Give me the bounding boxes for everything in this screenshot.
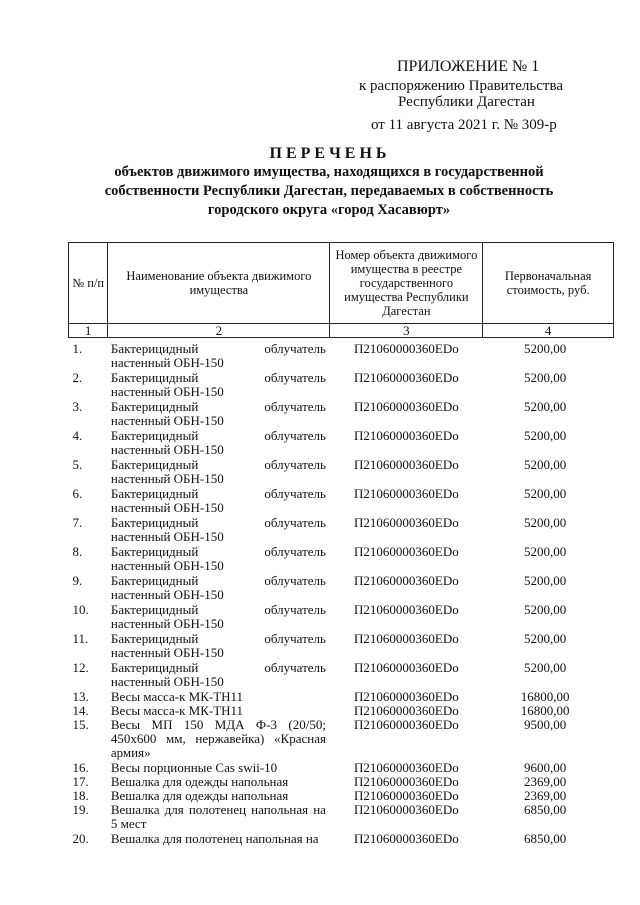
table-row — [69, 690, 614, 704]
table-row — [69, 458, 614, 487]
column-number-row — [69, 324, 614, 338]
row-item-name: Бактерицидный облучатель настенный ОБН-150 — [110, 428, 326, 457]
row-number: 12. — [72, 660, 89, 675]
row-number: 3. — [72, 399, 83, 414]
row-registry-number: П21060000360EDo — [354, 802, 459, 817]
row-item-name: Бактерицидный облучатель настенный ОБН-150 — [110, 370, 326, 399]
row-item-name: Бактерицидный облучатель настенный ОБН-150 — [110, 602, 326, 631]
column-number: 2 — [108, 324, 330, 338]
row-number: 18. — [72, 788, 89, 803]
document-heading — [0, 145, 640, 220]
row-registry-number: П21060000360EDo — [354, 573, 459, 588]
heading-line-2: собственности Республики Дагестан, передаваемых в собственность — [104, 183, 554, 199]
table-row — [69, 429, 614, 458]
table-header-row — [69, 243, 614, 324]
row-item-name: Вешалка для одежды напольная — [110, 788, 289, 803]
table-row — [69, 704, 614, 718]
property-table — [68, 242, 614, 846]
column-number: 4 — [483, 324, 614, 338]
row-registry-number: П21060000360EDo — [354, 399, 459, 414]
table-row — [69, 789, 614, 803]
row-initial-cost: 5200,00 — [524, 573, 567, 588]
header-cost: Первоначальная стоимость, руб. — [483, 243, 614, 324]
header-name: Наименование объекта движимого имущества — [108, 243, 330, 324]
row-registry-number: П21060000360EDo — [354, 831, 459, 846]
row-number: 2. — [72, 370, 83, 385]
row-number: 1. — [72, 341, 83, 356]
row-registry-number: П21060000360EDo — [354, 689, 459, 704]
row-registry-number: П21060000360EDo — [354, 788, 459, 803]
heading-title: ПЕРЕЧЕНЬ — [269, 145, 391, 162]
table-row — [69, 632, 614, 661]
column-number: 3 — [330, 324, 483, 338]
row-initial-cost: 5200,00 — [524, 428, 567, 443]
table-row — [69, 603, 614, 632]
row-registry-number: П21060000360EDo — [354, 602, 459, 617]
row-item-name: Весы порционные Cas swii-10 — [110, 760, 278, 775]
row-initial-cost: 5200,00 — [524, 399, 567, 414]
row-item-name: Весы масса-к МК-ТН11 — [110, 703, 244, 718]
table-row — [69, 718, 614, 761]
row-initial-cost: 2369,00 — [524, 774, 567, 789]
row-registry-number: П21060000360EDo — [354, 544, 459, 559]
row-item-name: Бактерицидный облучатель настенный ОБН-150 — [110, 631, 326, 660]
row-initial-cost: 5200,00 — [524, 544, 567, 559]
row-initial-cost: 9600,00 — [524, 760, 567, 775]
row-initial-cost: 5200,00 — [524, 457, 567, 472]
table-row — [69, 803, 614, 832]
row-item-name: Бактерицидный облучатель настенный ОБН-150 — [110, 399, 326, 428]
row-registry-number: П21060000360EDo — [354, 457, 459, 472]
row-item-name: Вешалка для полотенец напольная на 5 мест — [110, 802, 326, 831]
row-number: 20. — [72, 831, 89, 846]
row-number: 14. — [72, 703, 89, 718]
heading-line-1: объектов движимого имущества, находящихся в государственной — [114, 164, 544, 180]
row-number: 9. — [72, 573, 83, 588]
row-registry-number: П21060000360EDo — [354, 660, 459, 675]
row-item-name: Бактерицидный облучатель настенный ОБН-150 — [110, 660, 326, 689]
row-initial-cost: 16800,00 — [520, 703, 570, 718]
heading-line-3: городского округа «город Хасавюрт» — [207, 202, 451, 218]
row-registry-number: П21060000360EDo — [354, 760, 459, 775]
row-registry-number: П21060000360EDo — [354, 428, 459, 443]
row-registry-number: П21060000360EDo — [354, 631, 459, 646]
table-row — [69, 338, 614, 372]
row-number: 11. — [72, 631, 89, 646]
row-registry-number: П21060000360EDo — [354, 703, 459, 718]
row-number: 13. — [72, 689, 89, 704]
row-number: 4. — [72, 428, 83, 443]
row-number: 7. — [72, 515, 83, 530]
row-registry-number: П21060000360EDo — [354, 341, 459, 356]
row-item-name: Вешалка для одежды напольная — [110, 774, 289, 789]
row-number: 19. — [72, 802, 89, 817]
table-row — [69, 400, 614, 429]
row-number: 10. — [72, 602, 89, 617]
row-item-name: Бактерицидный облучатель настенный ОБН-150 — [110, 457, 326, 486]
row-item-name: Бактерицидный облучатель настенный ОБН-150 — [110, 341, 326, 370]
header-registry: Номер объекта движимого имущества в реестре государственного имущества Республики Дагестан — [330, 243, 483, 324]
row-initial-cost: 5200,00 — [524, 370, 567, 385]
row-item-name: Весы масса-к МК-ТН11 — [110, 689, 244, 704]
table-row — [69, 516, 614, 545]
row-registry-number: П21060000360EDo — [354, 774, 459, 789]
row-number: 15. — [72, 717, 89, 732]
row-number: 8. — [72, 544, 83, 559]
appendix-line-date: от 11 августа 2021 г. № 309-р — [371, 117, 557, 133]
row-item-name: Бактерицидный облучатель настенный ОБН-150 — [110, 486, 326, 515]
header-num: № п/п — [69, 243, 108, 324]
row-item-name: Бактерицидный облучатель настенный ОБН-150 — [110, 544, 326, 573]
row-initial-cost: 2369,00 — [524, 788, 567, 803]
row-number: 16. — [72, 760, 89, 775]
table-row — [69, 371, 614, 400]
row-initial-cost: 6850,00 — [524, 831, 567, 846]
row-initial-cost: 5200,00 — [524, 486, 567, 501]
table-row — [69, 661, 614, 690]
table-row — [69, 832, 614, 846]
row-initial-cost: 5200,00 — [524, 660, 567, 675]
row-item-name: Весы МП 150 МДА Ф-3 (20/50; 450х600 мм, нержавейка) «Красная армия» — [110, 717, 326, 760]
row-registry-number: П21060000360EDo — [354, 486, 459, 501]
row-initial-cost: 5200,00 — [524, 631, 567, 646]
row-number: 17. — [72, 774, 89, 789]
row-number: 5. — [72, 457, 83, 472]
appendix-line-republic: Республики Дагестан — [398, 94, 535, 110]
table-row — [69, 761, 614, 775]
row-initial-cost: 5200,00 — [524, 602, 567, 617]
table-row — [69, 545, 614, 574]
row-initial-cost: 9500,00 — [524, 717, 567, 732]
appendix-line-order: к распоряжению Правительства — [359, 78, 564, 94]
row-number: 6. — [72, 486, 83, 501]
table-row — [69, 775, 614, 789]
row-item-name: Бактерицидный облучатель настенный ОБН-150 — [110, 573, 326, 602]
row-registry-number: П21060000360EDo — [354, 515, 459, 530]
table-row — [69, 574, 614, 603]
appendix-title: ПРИЛОЖЕНИЕ № 1 — [397, 58, 540, 75]
row-registry-number: П21060000360EDo — [354, 370, 459, 385]
row-initial-cost: 6850,00 — [524, 802, 567, 817]
row-initial-cost: 5200,00 — [524, 341, 567, 356]
row-registry-number: П21060000360EDo — [354, 717, 459, 732]
row-initial-cost: 5200,00 — [524, 515, 567, 530]
row-initial-cost: 16800,00 — [520, 689, 570, 704]
row-item-name: Бактерицидный облучатель настенный ОБН-150 — [110, 515, 326, 544]
row-item-name: Вешалка для полотенец напольная на — [110, 831, 319, 846]
column-number: 1 — [69, 324, 108, 338]
table-row — [69, 487, 614, 516]
